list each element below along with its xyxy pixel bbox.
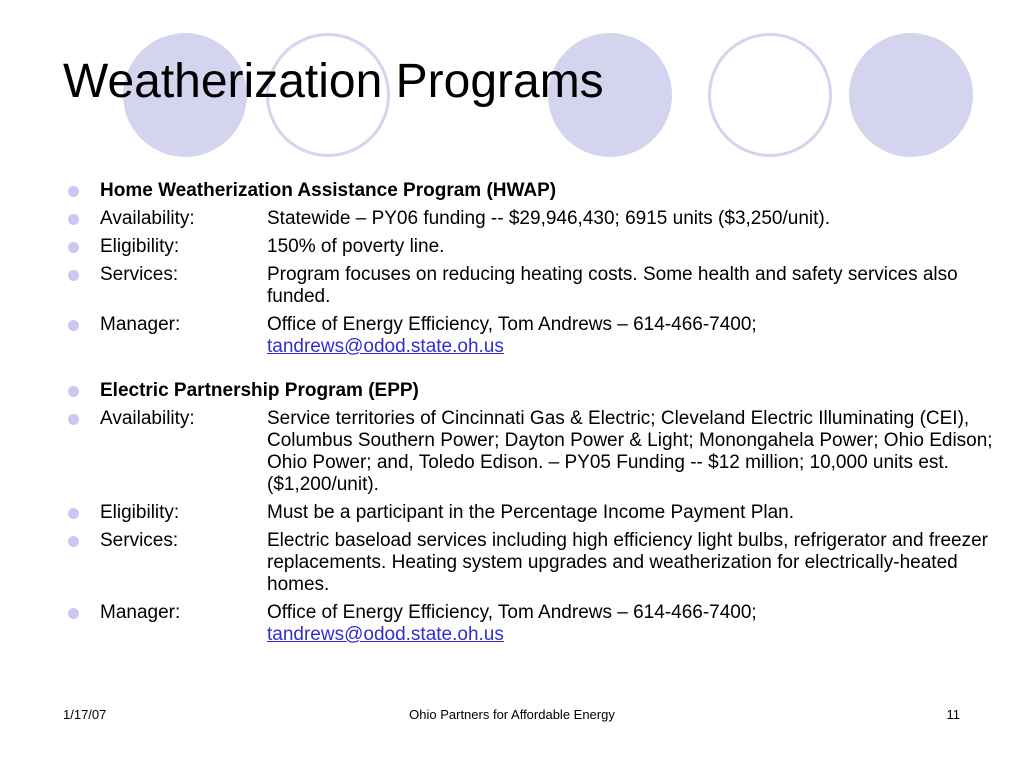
bullet-icon [68, 414, 79, 425]
epp-services-item [68, 530, 998, 596]
hwap-heading-item [68, 180, 998, 202]
field-value: 150% of poverty line. [267, 236, 445, 257]
bullet-icon [68, 242, 79, 253]
hwap-services-item [68, 264, 998, 308]
field-label: Manager: [100, 602, 181, 623]
bullet-icon [68, 536, 79, 547]
footer-date: 1/17/07 [63, 707, 107, 722]
field-value: Statewide – PY06 funding -- $29,946,430; 6915 units ($3,250/unit). [267, 208, 831, 229]
epp-heading: Electric Partnership Program (EPP) [100, 380, 419, 401]
hwap-availability-item [68, 208, 998, 230]
bullet-icon [68, 320, 79, 331]
field-label: Availability: [100, 208, 195, 229]
manager-contact: Office of Energy Efficiency, Tom Andrews – 614-466-7400; [267, 602, 757, 623]
field-label: Eligibility: [100, 236, 180, 257]
field-value: Program focuses on reducing heating costs. Some health and safety services also funded. [267, 264, 958, 307]
manager-email-link[interactable]: tandrews@odod.state.oh.us [267, 336, 504, 357]
bullet-icon [68, 508, 79, 519]
hwap-manager-item [68, 314, 998, 358]
field-value [267, 314, 998, 358]
footer-page-number: 11 [946, 707, 960, 722]
manager-contact: Office of Energy Efficiency, Tom Andrews – 614-466-7400; [267, 314, 757, 335]
field-label: Manager: [100, 314, 181, 335]
hwap-eligibility-item [68, 236, 998, 258]
field-value [267, 602, 998, 646]
bullet-icon [68, 270, 79, 281]
field-value: Electric baseload services including high efficiency light bulbs, refrigerator and freezer replacements. Heating system upgrades and weatherization for electrically-heated homes. [267, 530, 988, 595]
bullet-icon [68, 608, 79, 619]
epp-heading-item [68, 380, 998, 402]
bullet-icon [68, 186, 79, 197]
field-label: Availability: [100, 408, 195, 429]
field-value: Must be a participant in the Percentage Income Payment Plan. [267, 502, 795, 523]
footer-organization: Ohio Partners for Affordable Energy [409, 707, 615, 722]
decorative-circle-5 [849, 33, 973, 157]
slide-title: Weatherization Programs [63, 55, 604, 108]
slide-content [68, 180, 998, 652]
decorative-circle-4 [708, 33, 832, 157]
hwap-heading: Home Weatherization Assistance Program (HWAP) [100, 180, 557, 201]
epp-manager-item [68, 602, 998, 646]
field-label: Services: [100, 264, 179, 285]
manager-email-link[interactable]: tandrews@odod.state.oh.us [267, 624, 504, 645]
bullet-icon [68, 386, 79, 397]
field-label: Eligibility: [100, 502, 180, 523]
bullet-icon [68, 214, 79, 225]
epp-availability-item [68, 408, 998, 496]
field-value: Service territories of Cincinnati Gas & Electric; Cleveland Electric Illuminating (CEI), Columbus Southern Power; Dayton Power & Light; Monongahela Power; Ohio Edison; Ohio Power; and, Toledo Edison. – PY05 Funding -- $12 million; 10,000 units est. ($1,200/unit). [267, 408, 993, 495]
epp-eligibility-item [68, 502, 998, 524]
field-label: Services: [100, 530, 179, 551]
